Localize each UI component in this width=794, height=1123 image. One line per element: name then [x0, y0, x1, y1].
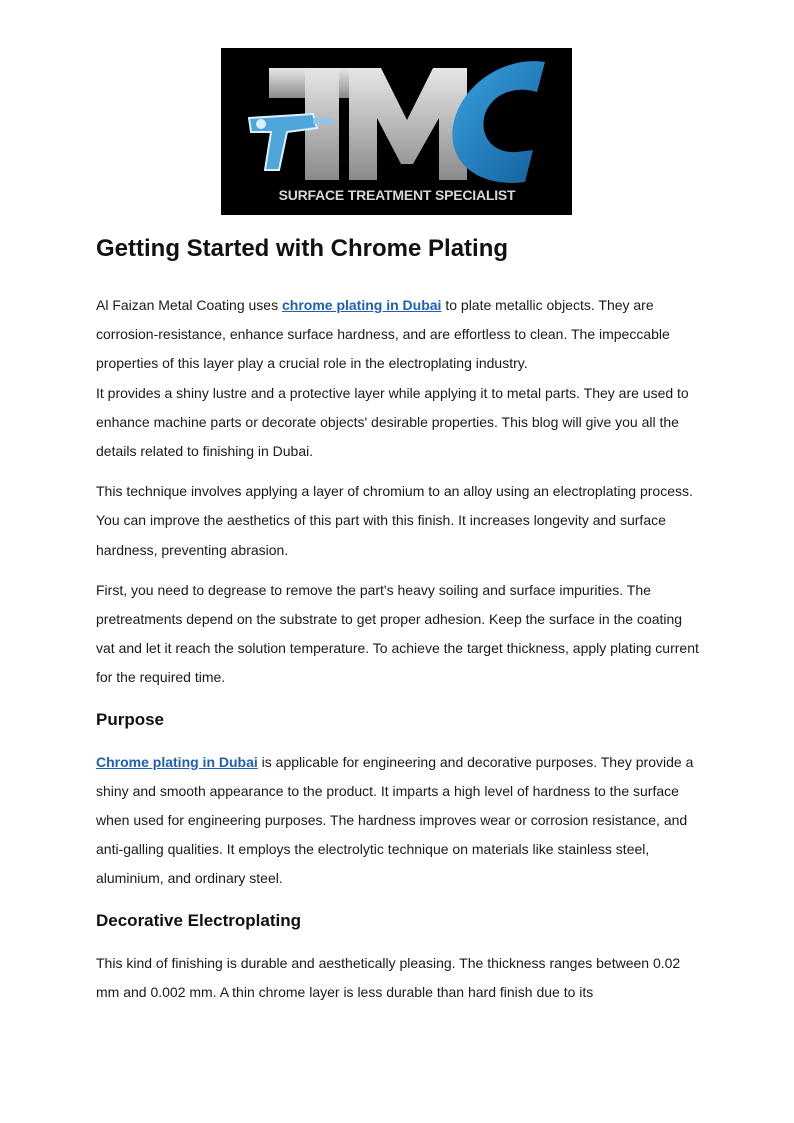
- lustre-paragraph: It provides a shiny lustre and a protective layer while applying it to metal parts. They are used to enhance machine parts or decorate objects' desirable properties. This blog will give you all the details related to finishing in Dubai.: [96, 384, 689, 460]
- logo-letter-m: [349, 68, 467, 180]
- intro-paragraph: [96, 291, 700, 379]
- logo-tagline: SURFACE TREATMENT SPECIALIST: [278, 187, 516, 203]
- intro-text-end: to plate metallic objects. They are corrosion-resistance, enhance surface hardness, and are effortless to clean. The impeccable properties of this layer play a crucial role in the electroplating industry.: [96, 297, 670, 372]
- page-title: Getting Started with Chrome Plating: [96, 235, 509, 262]
- chrome-plating-dubai-link[interactable]: Chrome plating in Dubai: [96, 753, 258, 770]
- company-logo: [221, 48, 572, 215]
- decorative-paragraph: This kind of finishing is durable and aesthetically pleasing. The thickness ranges between 0.02 mm and 0.002 mm. A thin chrome layer is less durable than hard finish due to its: [96, 954, 681, 1000]
- technique-paragraph: This technique involves applying a layer of chromium to an alloy using an electroplating process. You can improve the aesthetics of this part with this finish. It increases longevity and surface hardness, preventing abrasion.: [96, 483, 693, 558]
- purpose-heading: Purpose: [96, 709, 165, 729]
- chrome-plating-link[interactable]: chrome plating in Dubai: [281, 297, 442, 313]
- purpose-text: is applicable for engineering and decorative purposes. They provide a shiny and smooth appearance to the product. It imparts a high level of hardness to the surface when used for engineering purposes. The hardness improves wear or corrosion resistance, and anti-galling qualities. It employs the electrolytic technique on materials like stainless steel, aluminium, and ordinary steel.: [96, 753, 694, 887]
- purpose-paragraph: [96, 748, 700, 894]
- decorative-heading: Decorative Electroplating: [96, 910, 302, 930]
- article-body: [96, 228, 700, 1007]
- intro-text-start: Al Faizan Metal Coating uses: [96, 297, 282, 313]
- process-paragraph: First, you need to degrease to remove the part's heavy soiling and surface impurities. The pretreatments depend on the substrate to get proper adhesion. Keep the surface in the coating vat and let it reach the solution temperature. To achieve the target thickness, apply plating current for the required time.: [96, 581, 699, 686]
